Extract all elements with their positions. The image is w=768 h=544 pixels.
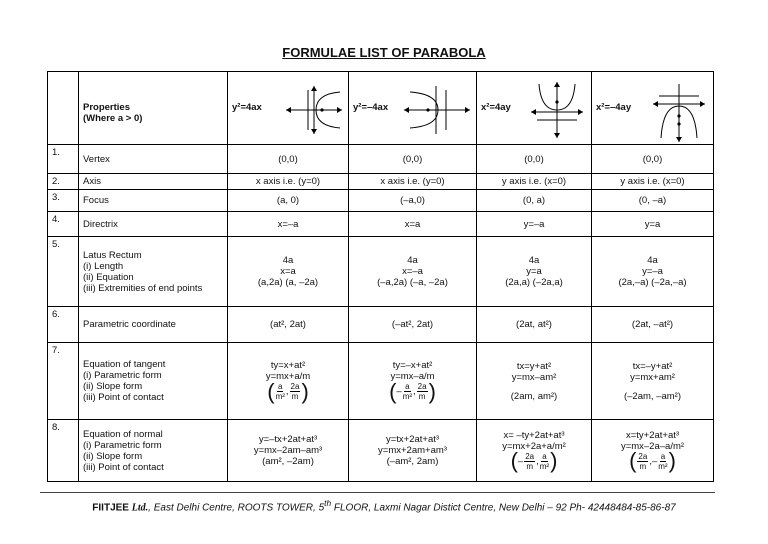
footer-divider <box>40 492 715 493</box>
value-cell: (2at, –at²) <box>592 307 714 343</box>
value-cell: ty=–x+at² y=mx–a/m ( – a m² , 2a m ) <box>349 343 477 420</box>
value-cell: (at², 2at) <box>228 307 349 343</box>
value-cell: y=tx+2at+at³ y=mx+2am+am³ (–am², 2am) <box>349 420 477 482</box>
value-cell: y=–a <box>477 212 592 237</box>
footer-sup: th <box>324 498 332 508</box>
table-row <box>48 190 714 212</box>
value-cell: 4a x=a (a,2a) (a, –2a) <box>228 237 349 307</box>
value-cell: x axis i.e. (y=0) <box>228 174 349 190</box>
value-cell: (a, 0) <box>228 190 349 212</box>
value-cell: (–a,0) <box>349 190 477 212</box>
row-label: Parametric coordinate <box>79 307 228 343</box>
header-row <box>48 72 714 145</box>
table-row <box>48 174 714 190</box>
point-of-contact: ( – 2a m , a m² ) <box>510 448 558 474</box>
point-of-contact: ( 2a m ,– a m² ) <box>629 448 676 474</box>
footer <box>0 498 768 513</box>
table-row <box>48 145 714 174</box>
point-of-contact: ( – a m² , 2a m ) <box>389 378 436 404</box>
row-label: Equation of normal (i) Parametric form (ii) Slope form (iii) Point of contact <box>79 420 228 482</box>
row-number: 6. <box>48 307 79 343</box>
row-label: Equation of tangent (i) Parametric form (ii) Slope form (iii) Point of contact <box>79 343 228 420</box>
row-label: Axis <box>79 174 228 190</box>
value-cell: (0, –a) <box>592 190 714 212</box>
col-header-up-parabola: x²=4ay <box>477 72 592 145</box>
value-cell: (0,0) <box>592 145 714 174</box>
footer-brand: FIITJEE <box>92 502 129 514</box>
value-cell: tx=y+at² y=mx–am² (2am, am²) <box>477 343 592 420</box>
footer-address-cont: FLOOR, Laxmi Nagar Distict Centre, New Delhi – 92 Ph- 42448484-85-86-87 <box>331 502 676 514</box>
table-row <box>48 420 714 482</box>
value-cell: y=a <box>592 212 714 237</box>
value-cell: (0, a) <box>477 190 592 212</box>
value-cell: ty=x+at² y=mx+a/m ( a m² , 2a m ) <box>228 343 349 420</box>
footer-ltd: Ltd. <box>131 502 149 514</box>
parabola-up-icon <box>527 80 587 140</box>
table-row <box>48 237 714 307</box>
row-label: Vertex <box>79 145 228 174</box>
page-title: FORMULAE LIST OF PARABOLA <box>282 45 486 60</box>
value-cell: 4a y=a (2a,a) (–2a,a) <box>477 237 592 307</box>
value-cell: x=–a <box>228 212 349 237</box>
value-cell: (0,0) <box>477 145 592 174</box>
row-number: 4. <box>48 212 79 237</box>
value-cell: x= –ty+2at+at³ y=mx+2a+a/m² ( – 2a m , a m² ) <box>477 420 592 482</box>
row-number: 8. <box>48 420 79 482</box>
parabola-right-icon <box>284 80 344 136</box>
row-number: 7. <box>48 343 79 420</box>
value-cell: x axis i.e. (y=0) <box>349 174 477 190</box>
value-cell: (–at², 2at) <box>349 307 477 343</box>
value-cell: tx=–y+at² y=mx+am² (–2am, –am²) <box>592 343 714 420</box>
parabola-down-icon <box>649 80 709 144</box>
col-header-right-parabola: y²=4ax <box>228 72 349 145</box>
value-cell: 4a x=–a (–a,2a) (–a, –2a) <box>349 237 477 307</box>
row-number: 3. <box>48 190 79 212</box>
value-cell: (0,0) <box>349 145 477 174</box>
value-cell: y axis i.e. (x=0) <box>477 174 592 190</box>
col-header-down-parabola: x²=–4ay <box>592 72 714 145</box>
row-label: Focus <box>79 190 228 212</box>
formula-table <box>47 71 714 482</box>
point-of-contact: ( a m² , 2a m ) <box>267 378 309 404</box>
value-cell: x=ty+2at+at³ y=mx–2a–a/m² ( 2a m ,– a m² ) <box>592 420 714 482</box>
row-number: 5. <box>48 237 79 307</box>
value-cell: x=a <box>349 212 477 237</box>
table-row <box>48 212 714 237</box>
num-header-cell <box>48 72 79 145</box>
row-label: Directrix <box>79 212 228 237</box>
footer-address: , East Delhi Centre, ROOTS TOWER, 5 <box>148 502 325 514</box>
col-header-left-parabola: y²=–4ax <box>349 72 477 145</box>
properties-header: Properties (Where a > 0) <box>79 72 228 145</box>
value-cell: (0,0) <box>228 145 349 174</box>
parabola-left-icon <box>402 80 472 136</box>
row-number: 1. <box>48 145 79 174</box>
value-cell: y=–tx+2at+at³ y=mx–2am–am³ (am², –2am) <box>228 420 349 482</box>
value-cell: y axis i.e. (x=0) <box>592 174 714 190</box>
table-row <box>48 343 714 420</box>
table-row <box>48 307 714 343</box>
row-number: 2. <box>48 174 79 190</box>
row-label: Latus Rectum (i) Length (ii) Equation (iii) Extremities of end points <box>79 237 228 307</box>
value-cell: 4a y=–a (2a,–a) (–2a,–a) <box>592 237 714 307</box>
value-cell: (2at, at²) <box>477 307 592 343</box>
